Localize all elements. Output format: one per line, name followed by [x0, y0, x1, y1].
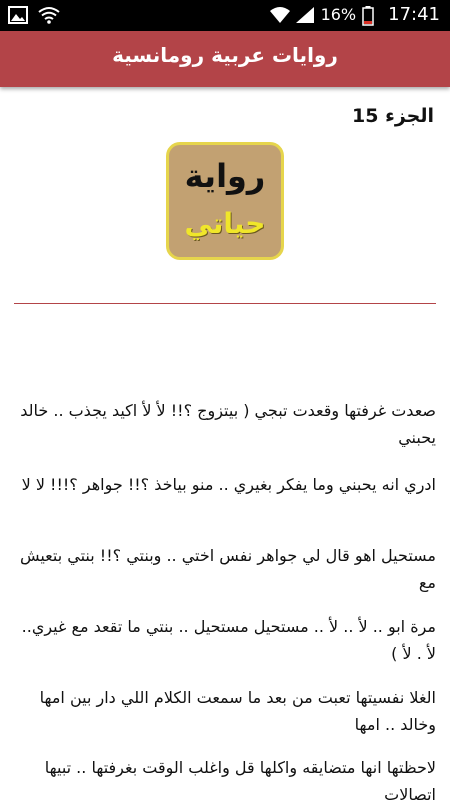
story-cover-image	[166, 142, 284, 260]
part-title: الجزء 15	[352, 105, 434, 127]
cover-word-bottom: حياتي	[184, 207, 266, 240]
cellular-signal-icon	[295, 6, 315, 24]
divider	[14, 303, 436, 304]
wifi-signal-icon	[269, 6, 289, 24]
status-bar	[0, 0, 450, 31]
app-bar	[0, 31, 450, 87]
status-right	[269, 4, 440, 25]
story-paragraph: مستحيل اهو قال لي جواهر نفس اختي .. وبنتي ؟!! بنتي بتعيش مع	[19, 546, 436, 592]
gallery-icon	[8, 6, 28, 24]
notification-icons	[8, 6, 58, 24]
story-content[interactable]	[0, 87, 450, 804]
cover-word-top: رواية	[184, 157, 266, 195]
battery-percentage: 16%	[320, 5, 357, 24]
story-paragraph: الغلا نفسيتها تعبت من بعد ما سمعت الكلام اللي دار بين امها وخالد .. امها	[39, 688, 436, 734]
story-paragraph: صعدت غرفتها وقعدت تبجي ( بيتزوج ؟!! لأ لأ اكيد يجذب .. خالد يحبني	[20, 401, 436, 447]
story-paragraph: مرة ابو .. لأ .. لأ .. مستحيل مستحيل .. بنتي ما تقعد مع غيري.. لأ . لأ )	[21, 617, 436, 663]
clock: 17:41	[388, 4, 440, 25]
battery-icon	[362, 6, 382, 24]
wifi-icon	[38, 6, 58, 24]
app-title: روايات عربية رومانسية	[112, 43, 338, 67]
story-paragraph: لاحظتها انها متضايقه واكلها قل واغلب الوقت بغرفتها .. تبيها اتصالات	[44, 758, 436, 804]
story-paragraph: ادري انه يحبني وما يفكر بغيري .. منو بياخذ ؟!! جواهر ؟!!! لا لا	[21, 475, 436, 494]
